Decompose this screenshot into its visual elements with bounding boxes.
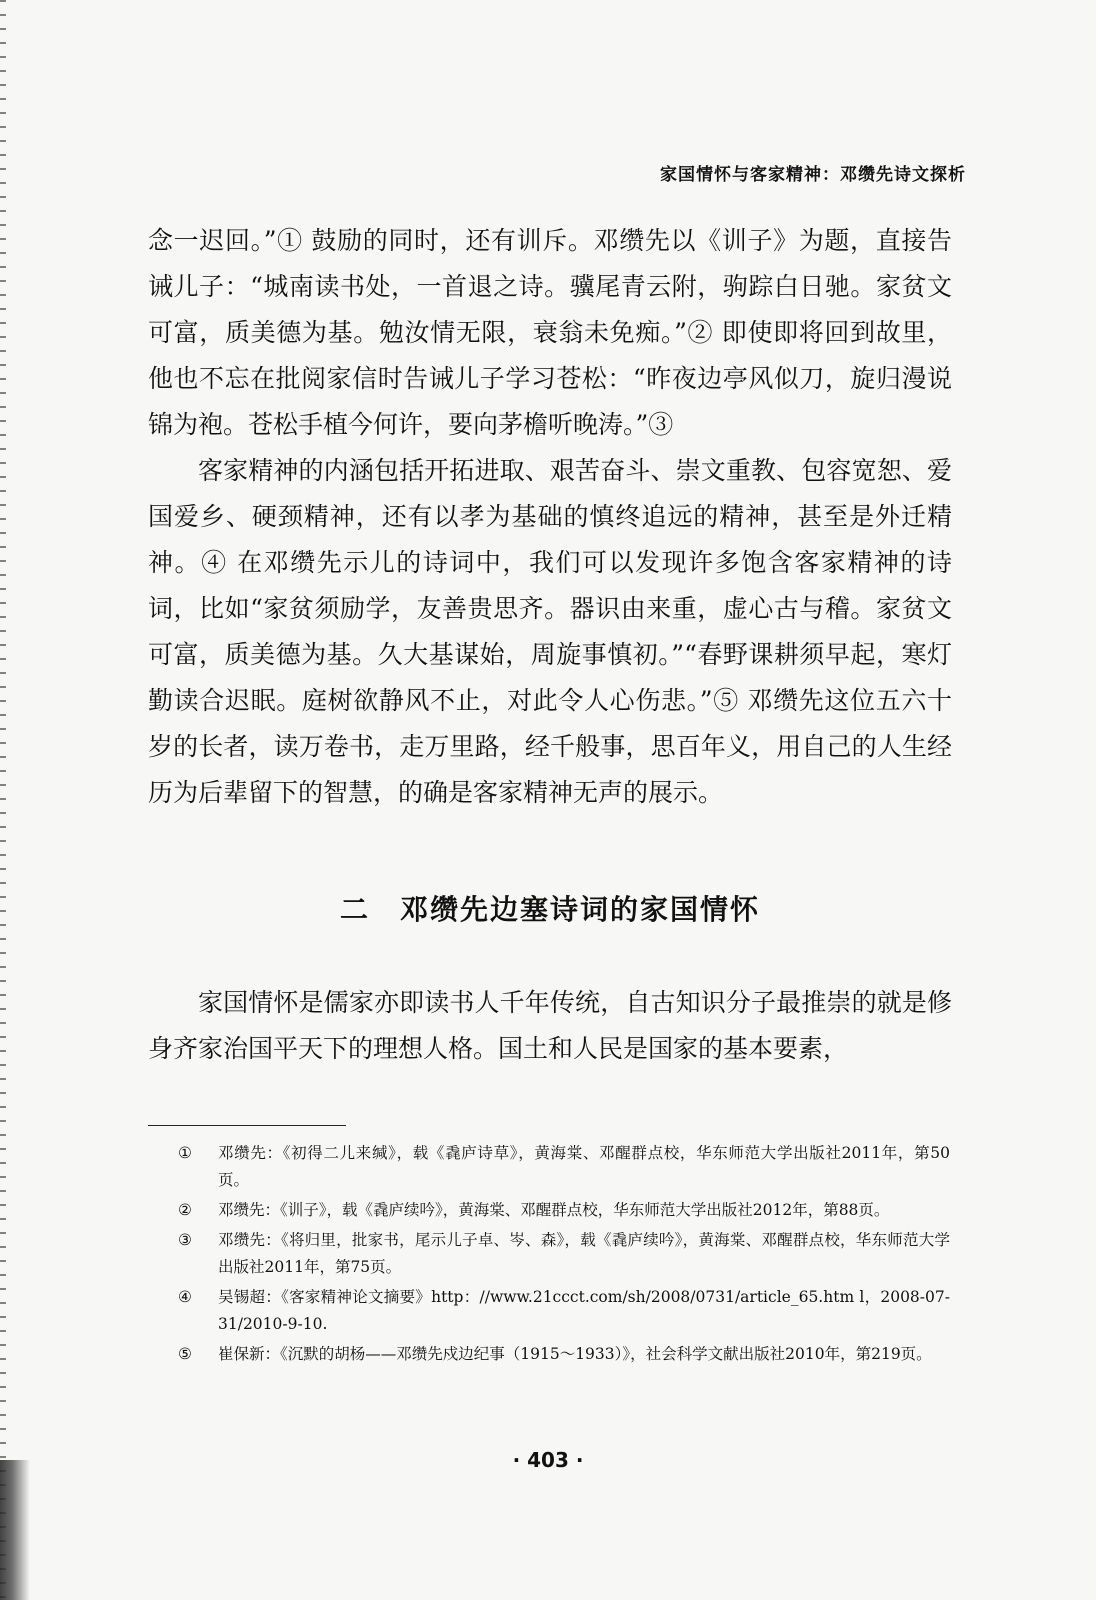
footnote-text: 崔保新：《沉默的胡杨——邓缵先戍边纪事（1915～1933）》，社会科学文献出版社2010年，第219页。: [218, 1345, 932, 1363]
footnote: [178, 1140, 950, 1194]
spine-shadow: [0, 1460, 30, 1600]
footnote-mark: ④: [178, 1288, 192, 1306]
page-number: · 403 ·: [512, 1448, 584, 1472]
footnote-mark: ①: [178, 1144, 192, 1162]
footnote-text: 邓缵先：《初得二儿来缄》，载《毳庐诗草》，黄海棠、邓醒群点校，华东师范大学出版社2011年，第50页。: [218, 1144, 950, 1189]
running-header: 家国情怀与客家精神：邓缵先诗文探析: [660, 165, 966, 185]
footnote: [178, 1227, 950, 1281]
footnote-rule: [148, 1125, 346, 1126]
section-body: [148, 980, 952, 1072]
footnote-mark: ②: [178, 1201, 192, 1219]
footnote-mark: ⑤: [178, 1345, 192, 1363]
section-heading: [148, 888, 952, 928]
scan-edge: [0, 0, 6, 1600]
footnote: [178, 1284, 950, 1338]
footnote-text: 邓缵先：《训子》，载《毳庐续吟》，黄海棠、邓醒群点校，华东师范大学出版社2012年，第88页。: [218, 1201, 890, 1219]
section-title: 邓缵先边塞诗词的家国情怀: [400, 893, 761, 926]
body-paragraph-2: 客家精神的内涵包括开拓进取、艰苦奋斗、崇文重教、包容宽恕、爱国爱乡、硬颈精神，还有以孝为基础的慎终追远的精神，甚至是外迁精神。④ 在邓缵先示儿的诗词中，我们可以发现许多饱含客家精神的诗词，比如“家贫须励学，友善贵思齐。器识由来重，虚心古与稽。家贫文可富，质美德为基。久大基谋始，周旋事慎初。”“春野课耕须早起，寒灯勤读合迟眠。庭树欲静风不止，对此令人心伤悲。”⑤ 邓缵先这位五六十岁的长者，读万卷书，走万里路，经千般事，思百年义，用自己的人生经历为后辈留下的智慧，的确是客家精神无声的展示。: [148, 456, 952, 807]
footnote-text: 邓缵先：《将归里，批家书，尾示儿子卓、岑、森》，载《毳庐续吟》，黄海棠、邓醒群点校，华东师范大学出版社2011年，第75页。: [218, 1231, 950, 1276]
section-number: 二: [339, 893, 370, 926]
body-paragraph-1: 念一迟回。”① 鼓励的同时，还有训斥。邓缵先以《训子》为题，直接告诫儿子：“城南读书处，一首退之诗。骥尾青云附，驹踪白日驰。家贫文可富，质美德为基。勉汝情无限，衰翁未免痴。”② 即使即将回到故里，他也不忘在批阅家信时告诫儿子学习苍松：“昨夜边亭风似刀，旋归漫说锦为袍。苍松手植今何许，要向茅檐听晚涛。”③: [148, 226, 952, 439]
footnote: [178, 1341, 950, 1368]
footnote-mark: ③: [178, 1231, 192, 1249]
section-paragraph-1: 家国情怀是儒家亦即读书人千年传统，自古知识分子最推崇的就是修身齐家治国平天下的理想人格。国土和人民是国家的基本要素，: [148, 988, 952, 1063]
footnote-text: 吴锡超：《客家精神论文摘要》http：//www.21ccct.com/sh/2008/0731/article_65.htm l，2008-07-31/2010-9-10.: [218, 1288, 950, 1333]
footnote: [178, 1197, 950, 1224]
body-text: [148, 218, 952, 816]
footnotes: [178, 1140, 950, 1371]
